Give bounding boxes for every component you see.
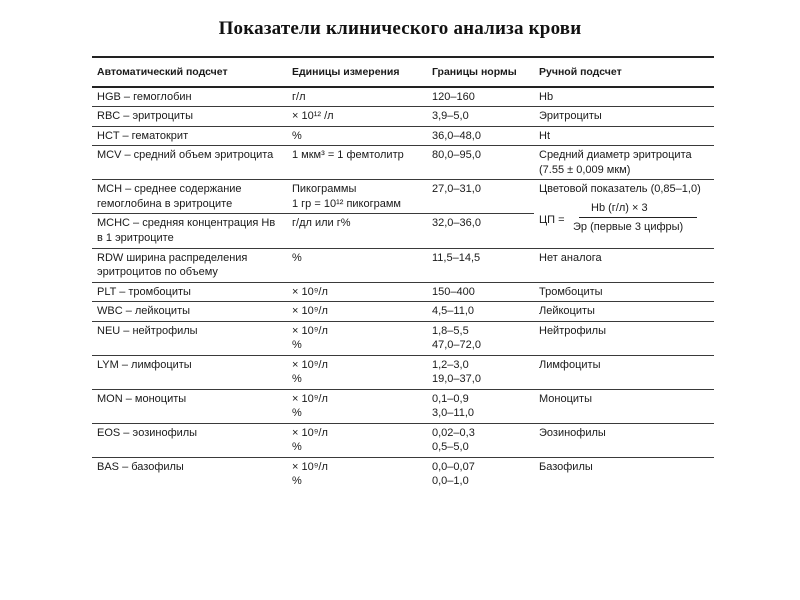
cell-units — [287, 423, 427, 457]
cell-manual: Эритроциты — [534, 107, 714, 127]
cell-auto: HCT – гематокрит — [92, 126, 287, 146]
cell-units — [287, 355, 427, 389]
cell-manual: Тромбоциты — [534, 282, 714, 302]
cell-auto: RDW ширина распределения эритроцитов по объему — [92, 248, 287, 282]
cell-auto: BAS – базофилы — [97, 460, 184, 473]
units-line: % — [292, 373, 302, 386]
units-line: 1 гр = 10¹² пикограмм — [292, 197, 401, 210]
cell-manual: Hb — [534, 87, 714, 107]
cell-manual — [534, 180, 714, 248]
cell-manual: Эозинофилы — [534, 423, 714, 457]
table-row-mcv — [92, 146, 714, 180]
table-row-plt — [92, 282, 714, 302]
table-row-wbc — [92, 302, 714, 322]
cell-auto: MCH – среднее содержание гемоглобина в эритроците — [97, 183, 242, 210]
norm-line: 0,0–1,0 — [432, 475, 469, 488]
cell-manual: Лейкоциты — [534, 302, 714, 322]
table-row-mch — [92, 180, 714, 214]
cell-norm: 36,0–48,0 — [427, 126, 534, 146]
cell-auto: MCV – средний объем эритроцита — [92, 146, 287, 180]
norm-line: 1,8–5,5 — [432, 324, 469, 337]
cell-auto: NEU – нейтрофилы — [92, 321, 287, 355]
norm-line: 3,0–11,0 — [432, 407, 475, 420]
cell-manual: Ht — [534, 126, 714, 146]
cell-norm — [427, 389, 534, 423]
cell-manual: Нейтрофилы — [534, 321, 714, 355]
table-row-lym — [92, 355, 714, 389]
cell-units — [287, 180, 427, 214]
cell-units — [287, 321, 427, 355]
cell-auto: MON – моноциты — [92, 389, 287, 423]
cell-norm — [427, 355, 534, 389]
cell-manual: Нет аналога — [534, 248, 714, 282]
cell-auto: MCHC – средняя концентрация Hв в 1 эритроците — [92, 214, 287, 248]
norm-line: 0,0–0,07 — [432, 460, 475, 473]
cell-auto: EOS – эозинофилы — [92, 423, 287, 457]
header-manual-count: Ручной подсчет — [534, 57, 714, 87]
cell-auto: HGB – гемоглобин — [92, 87, 287, 107]
cell-norm — [427, 457, 534, 491]
cell-manual: Моноциты — [534, 389, 714, 423]
units-line: × 10⁹/л — [292, 460, 328, 473]
cell-units: г/дл или г% — [287, 214, 427, 248]
header-units: Единицы измерения — [287, 57, 427, 87]
cell-units: × 10⁹/л — [287, 302, 427, 322]
table-row-eos — [92, 423, 714, 457]
cell-units — [287, 457, 427, 491]
units-line: × 10⁹/л — [292, 358, 328, 371]
norm-line: 47,0–72,0 — [432, 339, 481, 352]
cell-norm: 120–160 — [427, 87, 534, 107]
cell-manual: Средний диаметр эритроцита (7.55 ± 0,009 мкм) — [534, 146, 714, 180]
cell-units: г/л — [287, 87, 427, 107]
cell-manual: Базофилы — [539, 460, 593, 473]
page-title: Показатели клинического анализа крови — [218, 18, 582, 39]
units-line: % — [292, 339, 302, 352]
table-row-bas — [92, 457, 714, 491]
units-line: × 10⁹/л — [292, 426, 328, 439]
units-line: × 10⁹/л — [292, 392, 328, 405]
blood-analysis-table — [92, 56, 714, 491]
units-line: % — [292, 407, 302, 420]
formula-label: ЦП = — [539, 213, 565, 226]
cell-units — [287, 389, 427, 423]
cell-units: × 10¹² /л — [287, 107, 427, 127]
table-header-row — [92, 57, 714, 87]
table-row-neu — [92, 321, 714, 355]
color-index-formula — [539, 201, 710, 235]
cell-norm: 80,0–95,0 — [427, 146, 534, 180]
norm-line: 0,1–0,9 — [432, 392, 469, 405]
table-row-rdw — [92, 248, 714, 282]
units-line: Пикограммы — [292, 183, 357, 196]
cell-norm: 3,9–5,0 — [427, 107, 534, 127]
norm-line: 0,5–5,0 — [432, 441, 469, 454]
formula-fraction-bar — [579, 217, 697, 218]
units-line: % — [292, 475, 302, 488]
cell-norm — [427, 321, 534, 355]
formula-denominator: Эр (первые 3 цифры) — [573, 220, 684, 233]
cell-units: % — [287, 126, 427, 146]
cell-units: % — [287, 248, 427, 282]
norm-line: 19,0–37,0 — [432, 373, 481, 386]
header-auto-count: Автоматический подсчет — [92, 57, 287, 87]
table-row-hct — [92, 126, 714, 146]
units-line: % — [292, 441, 302, 454]
table-row-hgb — [92, 87, 714, 107]
cell-manual: Лимфоциты — [534, 355, 714, 389]
cell-units: 1 мкм³ = 1 фемтолитр — [287, 146, 427, 180]
cell-norm: 150–400 — [427, 282, 534, 302]
cell-auto: WBC – лейкоциты — [92, 302, 287, 322]
cell-auto: RBC – эритроциты — [92, 107, 287, 127]
cell-norm: 27,0–31,0 — [432, 183, 481, 196]
formula-numerator: Hb (г/л) × 3 — [591, 201, 648, 214]
cell-norm: 4,5–11,0 — [427, 302, 534, 322]
cell-norm: 11,5–14,5 — [427, 248, 534, 282]
cell-auto: PLT – тромбоциты — [92, 282, 287, 302]
table-row-mon — [92, 389, 714, 423]
cell-auto: LYM – лимфоциты — [92, 355, 287, 389]
units-line: × 10⁹/л — [292, 324, 328, 337]
cell-norm — [427, 423, 534, 457]
norm-line: 1,2–3,0 — [432, 358, 469, 371]
table-row-rbc — [92, 107, 714, 127]
cell-norm: 32,0–36,0 — [427, 214, 534, 248]
header-norm-range: Границы нормы — [427, 57, 534, 87]
color-index-label: Цветовой показатель (0,85–1,0) — [539, 183, 701, 196]
cell-units: × 10⁹/л — [287, 282, 427, 302]
norm-line: 0,02–0,3 — [432, 426, 475, 439]
